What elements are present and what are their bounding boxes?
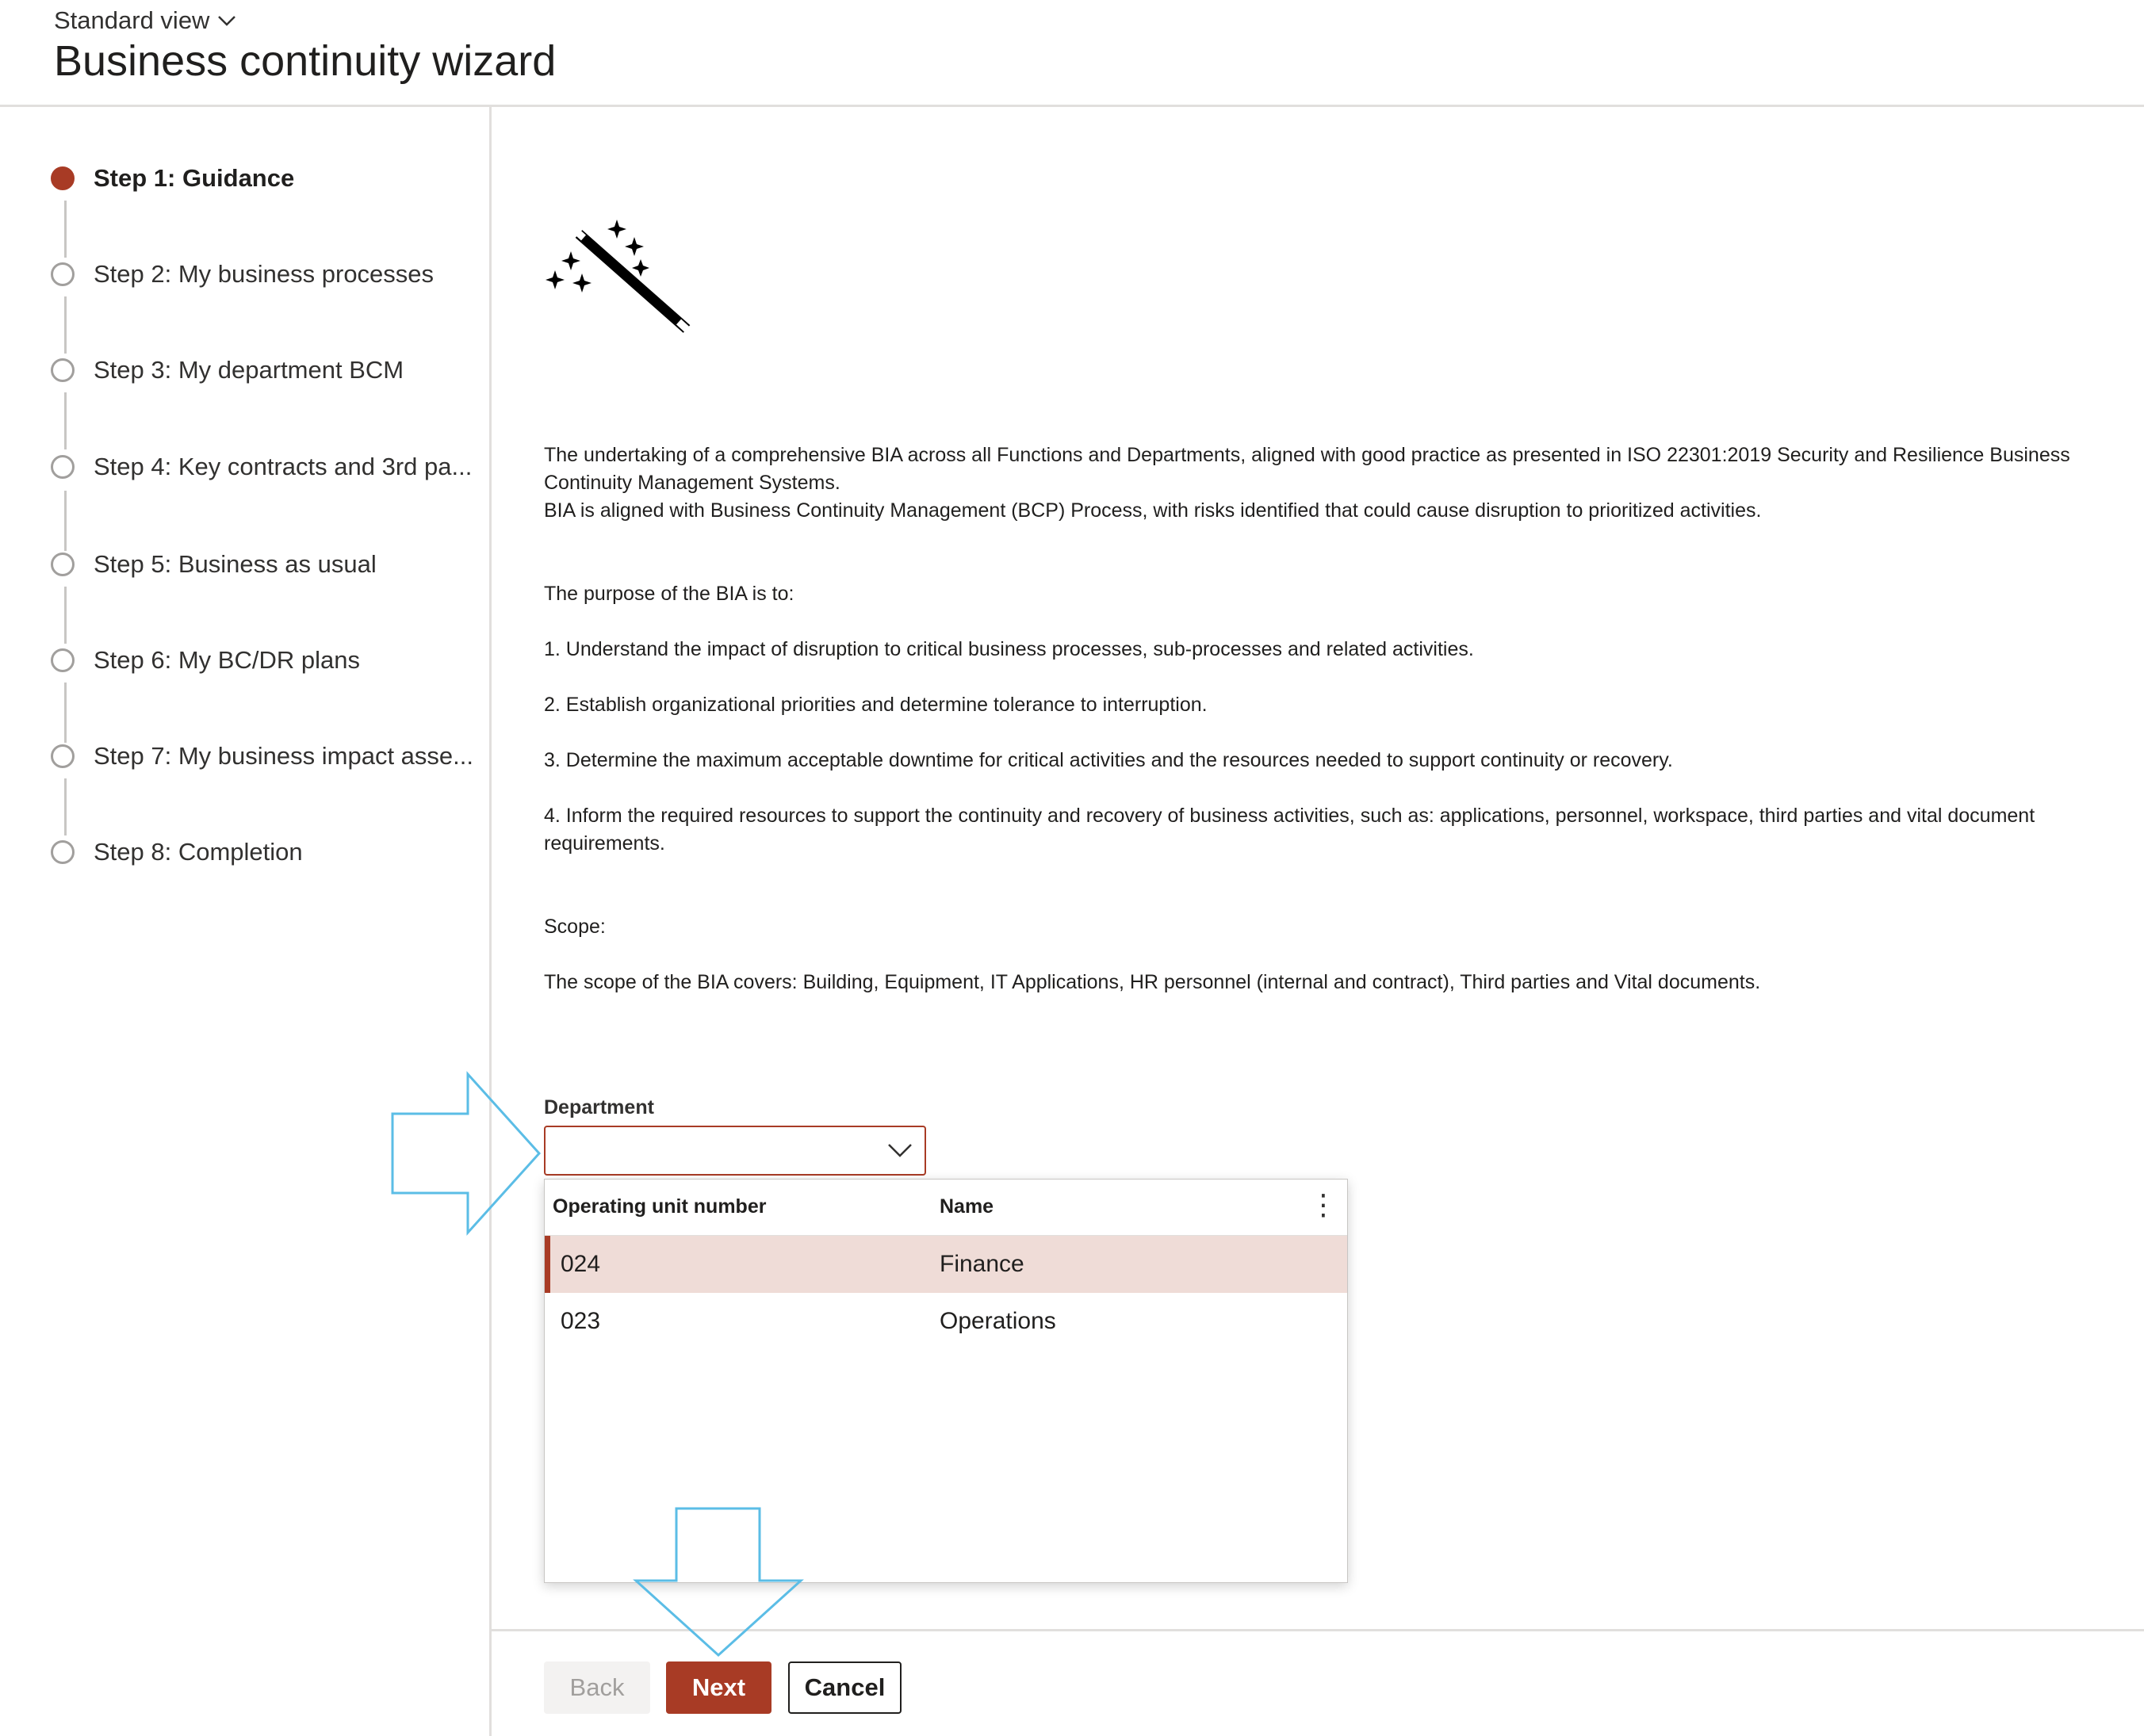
view-selector[interactable] bbox=[54, 6, 236, 35]
purpose-item: 1. Understand the impact of disruption to critical business processes, sub-processes and related activities. bbox=[544, 638, 1474, 660]
column-header-operating-unit[interactable]: Operating unit number bbox=[553, 1195, 767, 1218]
step-label: Step 2: My business processes bbox=[94, 260, 435, 288]
department-lookup bbox=[544, 1179, 1348, 1583]
operating-unit-number: 024 bbox=[561, 1251, 601, 1277]
operating-unit-number: 023 bbox=[561, 1308, 601, 1334]
step-connector bbox=[64, 392, 67, 449]
chevron-down-icon[interactable] bbox=[886, 1138, 913, 1162]
step-connector bbox=[64, 587, 67, 644]
step-connector bbox=[64, 201, 67, 258]
page-header bbox=[0, 0, 2144, 107]
step-label: Step 1: Guidance bbox=[94, 164, 295, 192]
operating-unit-name: Finance bbox=[940, 1251, 1024, 1277]
column-header-name[interactable]: Name bbox=[940, 1195, 994, 1218]
purpose-item: 4. Inform the required resources to support the continuity and recovery of business activities, such as: applications, personnel, workspace, third parties and vital document requirements. bbox=[544, 805, 2035, 855]
wizard-content bbox=[492, 107, 2144, 1629]
intro-paragraph: The undertaking of a comprehensive BIA across all Functions and Departments, aligned with good practice as presented in ISO 22301:2019 Security and Resilience Business Continuity Management Systems. bbox=[544, 444, 2070, 494]
step-indicator bbox=[51, 553, 75, 576]
intro-text bbox=[544, 442, 2130, 525]
step-label: Step 7: My business impact asse... bbox=[94, 742, 473, 770]
step-label: Step 8: Completion bbox=[94, 838, 303, 866]
step-key-contracts[interactable] bbox=[51, 443, 472, 491]
cancel-button[interactable]: Cancel bbox=[788, 1661, 902, 1714]
step-label: Step 6: My BC/DR plans bbox=[94, 646, 360, 674]
magic-wand-icon bbox=[546, 218, 712, 377]
department-dropdown[interactable] bbox=[544, 1126, 926, 1176]
step-completion[interactable] bbox=[51, 828, 303, 876]
wizard-steps-nav bbox=[0, 107, 492, 1736]
more-options-icon[interactable]: ⋮ bbox=[1309, 1188, 1338, 1221]
step-indicator bbox=[51, 744, 75, 768]
step-department-bcm[interactable] bbox=[51, 346, 404, 394]
page-title: Business continuity wizard bbox=[54, 37, 557, 85]
step-business-impact[interactable] bbox=[51, 732, 473, 780]
step-indicator bbox=[51, 358, 75, 382]
next-button[interactable]: Next bbox=[666, 1661, 771, 1714]
chevron-down-icon bbox=[217, 14, 236, 27]
step-label: Step 4: Key contracts and 3rd pa... bbox=[94, 453, 473, 480]
scope-heading: Scope: bbox=[544, 916, 606, 938]
intro-paragraph: BIA is aligned with Business Continuity Management (BCP) Process, with risks identified that could cause disruption to prioritized activities. bbox=[544, 499, 1762, 522]
step-business-processes[interactable] bbox=[51, 250, 434, 298]
department-label: Department bbox=[544, 1096, 654, 1118]
operating-unit-name: Operations bbox=[940, 1308, 1056, 1334]
purpose-heading: The purpose of the BIA is to: bbox=[544, 583, 794, 605]
wizard-footer bbox=[492, 1629, 2144, 1736]
lookup-row[interactable] bbox=[545, 1293, 1347, 1350]
step-label: Step 5: Business as usual bbox=[94, 550, 377, 578]
step-business-as-usual[interactable] bbox=[51, 541, 377, 588]
back-button[interactable]: Back bbox=[544, 1661, 650, 1714]
step-connector bbox=[64, 778, 67, 835]
purpose-item: 2. Establish organizational priorities and determine tolerance to interruption. bbox=[544, 694, 1208, 716]
step-active-indicator bbox=[51, 166, 75, 190]
step-indicator bbox=[51, 648, 75, 672]
scope-text: The scope of the BIA covers: Building, Equipment, IT Applications, HR personnel (internal and contract), Third parties and Vital documents. bbox=[544, 971, 1761, 993]
step-indicator bbox=[51, 840, 75, 864]
lookup-row[interactable] bbox=[545, 1236, 1347, 1293]
step-label: Step 3: My department BCM bbox=[94, 356, 404, 384]
step-connector bbox=[64, 296, 67, 354]
step-bcdr-plans[interactable] bbox=[51, 637, 360, 684]
step-indicator bbox=[51, 455, 75, 479]
lookup-header bbox=[545, 1180, 1347, 1236]
view-selector-label: Standard view bbox=[54, 6, 210, 34]
step-indicator bbox=[51, 262, 75, 286]
step-guidance[interactable] bbox=[51, 155, 294, 202]
purpose-item: 3. Determine the maximum acceptable downtime for critical activities and the resources needed to support continuity or recovery. bbox=[544, 749, 1673, 771]
